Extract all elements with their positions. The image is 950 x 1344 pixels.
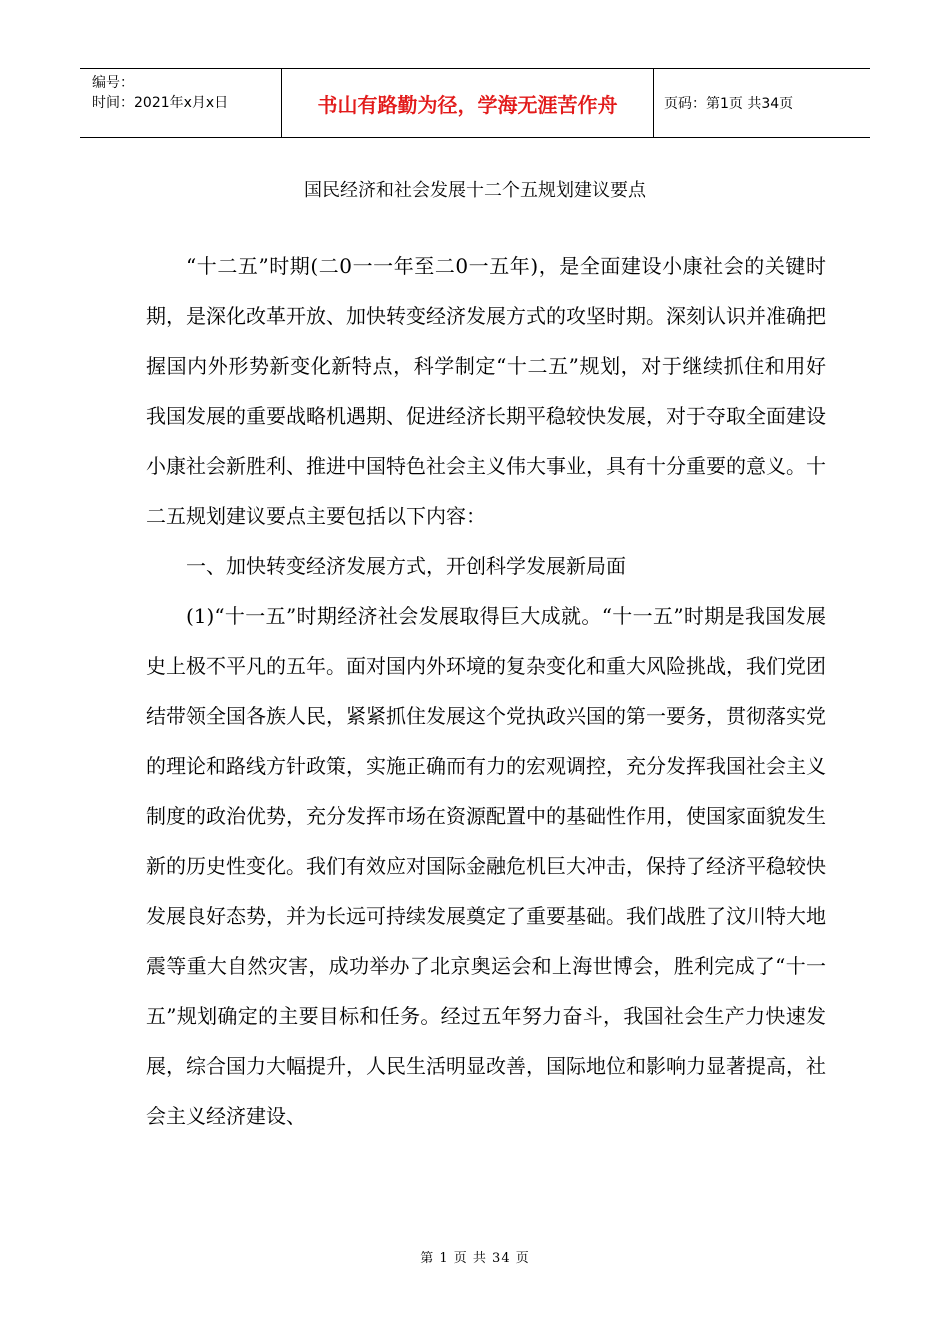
document-title: 国民经济和社会发展十二个五规划建议要点 — [304, 180, 646, 201]
paragraph-section-1: (1)“十一五”时期经济社会发展取得巨大成就。“十一五”时期是我国发展史上极不平凡的五年。面对国内外环境的复杂变化和重大风险挑战，我们党团结带领全国各族人民，紧紧抓住发展这个党执政兴国的第一要务，贯彻落实党的理论和路线方针政策，实施正确而有力的宏观调控，充分发挥我国社会主义制度的政治优势，充分发挥市场在资源配置中的基础性作用，使国家面貌发生新的历史性变化。我们有效应对国际金融危机巨大冲击，保持了经济平稳较快发展良好态势，并为长远可持续发展奠定了重要基础。我们战胜了汶川特大地震等重大自然灾害，成功举办了北京奥运会和上海世博会，胜利完成了“十一五”规划确定的主要目标和任务。经过五年努力奋斗，我国社会生产力快速发展，综合国力大幅提升，人民生活明显改善，国际地位和影响力显著提高，社会主义经济建设、 — [146, 604, 826, 1128]
header-motto: 书山有路勤为径，学海无涯苦作舟 — [282, 69, 654, 137]
header-page-label: 页码：第1页 共34页 — [664, 96, 794, 112]
document-body — [146, 241, 826, 1141]
page-header — [80, 68, 870, 138]
number-label: 编号： — [92, 75, 134, 91]
header-meta — [80, 69, 282, 137]
date-label: 时间：2021年x月x日 — [92, 95, 229, 111]
section-heading: 一、加快转变经济发展方式，开创科学发展新局面 — [186, 554, 626, 578]
page-footer: 第 1 页 共 34 页 — [420, 1251, 530, 1266]
paragraph-intro: “十二五”时期(二0一一年至二0一五年)，是全面建设小康社会的关键时期，是深化改革开放、加快转变经济发展方式的攻坚时期。深刻认识并准确把握国内外形势新变化新特点，科学制定“十二五”规划，对于继续抓住和用好我国发展的重要战略机遇期、促进经济长期平稳较快发展，对于夺取全面建设小康社会新胜利、推进中国特色社会主义伟大事业，具有十分重要的意义。十二五规划建议要点主要包括以下内容： — [146, 254, 826, 528]
